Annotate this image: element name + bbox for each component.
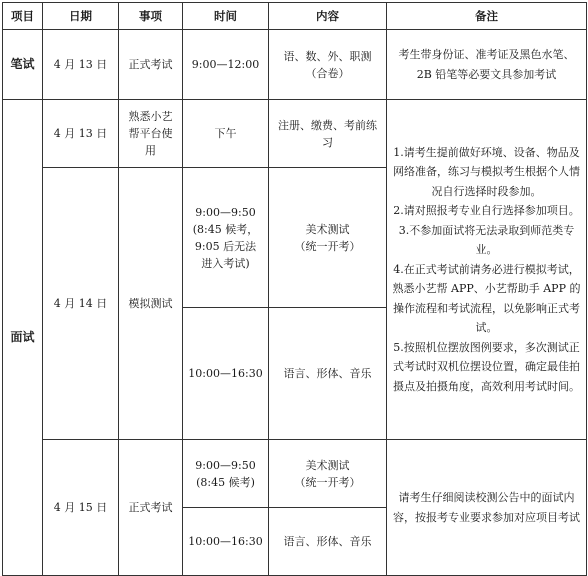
header-remark: 备注: [387, 3, 587, 30]
mock-art-content: 美术测试 （统一开考）: [269, 168, 387, 308]
final-notes: 请考生仔细阅读校测公告中的面试内容，按报考专业要求参加对应项目考试: [387, 440, 587, 576]
exam-schedule-table: [2, 2, 587, 576]
interview-row-practice: [3, 100, 587, 168]
practice-content: 注册、缴费、考前练 习: [269, 100, 387, 168]
header-row: [3, 3, 587, 30]
mock-art-time: 9:00—9:50 (8:45 候考， 9:05 后无法 进入考试): [183, 168, 269, 308]
interview-notes: 1.请考生提前做好环境、设备、物品及网络准备，练习与模拟考生根据个人情况自行选择时段参加。 2.请对照报考专业自行选择参加项目。 3.不参加面试将无法录取到师范类专业。 4.在正式考试前请务必进行模拟考试，熟悉小艺帮 APP、小艺帮助手 APP 的操作流程和考试流程，以免影响正式考试。 5.按照机位摆放图例要求，多次测试正式考试时双机位摆设位置，确定最佳拍摄点及拍摄角度，高效利用考试时间。: [387, 100, 587, 440]
final-date: 4 月 15 日: [43, 440, 119, 576]
final-perf-time: 10:00—16:30: [183, 508, 269, 576]
written-row: [3, 30, 587, 100]
interview-label: 面试: [3, 100, 43, 576]
written-label: 笔试: [3, 30, 43, 100]
practice-date: 4 月 13 日: [43, 100, 119, 168]
final-row-art: [3, 440, 587, 508]
practice-matter: 熟悉小艺 帮平台使 用: [119, 100, 183, 168]
written-matter: 正式考试: [119, 30, 183, 100]
practice-time: 下午: [183, 100, 269, 168]
mock-perf-content: 语言、形体、音乐: [269, 308, 387, 440]
header-date: 日期: [43, 3, 119, 30]
final-art-content: 美术测试 （统一开考）: [269, 440, 387, 508]
final-perf-content: 语言、形体、音乐: [269, 508, 387, 576]
header-item: 项目: [3, 3, 43, 30]
written-date: 4 月 13 日: [43, 30, 119, 100]
written-remark: 考生带身份证、准考证及黑色水笔、2B 铅笔等必要文具参加考试: [387, 30, 587, 100]
final-art-time: 9:00—9:50 (8:45 候考): [183, 440, 269, 508]
mock-perf-time: 10:00—16:30: [183, 308, 269, 440]
written-content: 语、数、外、职测 （合卷）: [269, 30, 387, 100]
final-matter: 正式考试: [119, 440, 183, 576]
header-time: 时间: [183, 3, 269, 30]
mock-matter: 模拟测试: [119, 168, 183, 440]
mock-date: 4 月 14 日: [43, 168, 119, 440]
header-content: 内容: [269, 3, 387, 30]
written-time: 9:00—12:00: [183, 30, 269, 100]
header-matter: 事项: [119, 3, 183, 30]
